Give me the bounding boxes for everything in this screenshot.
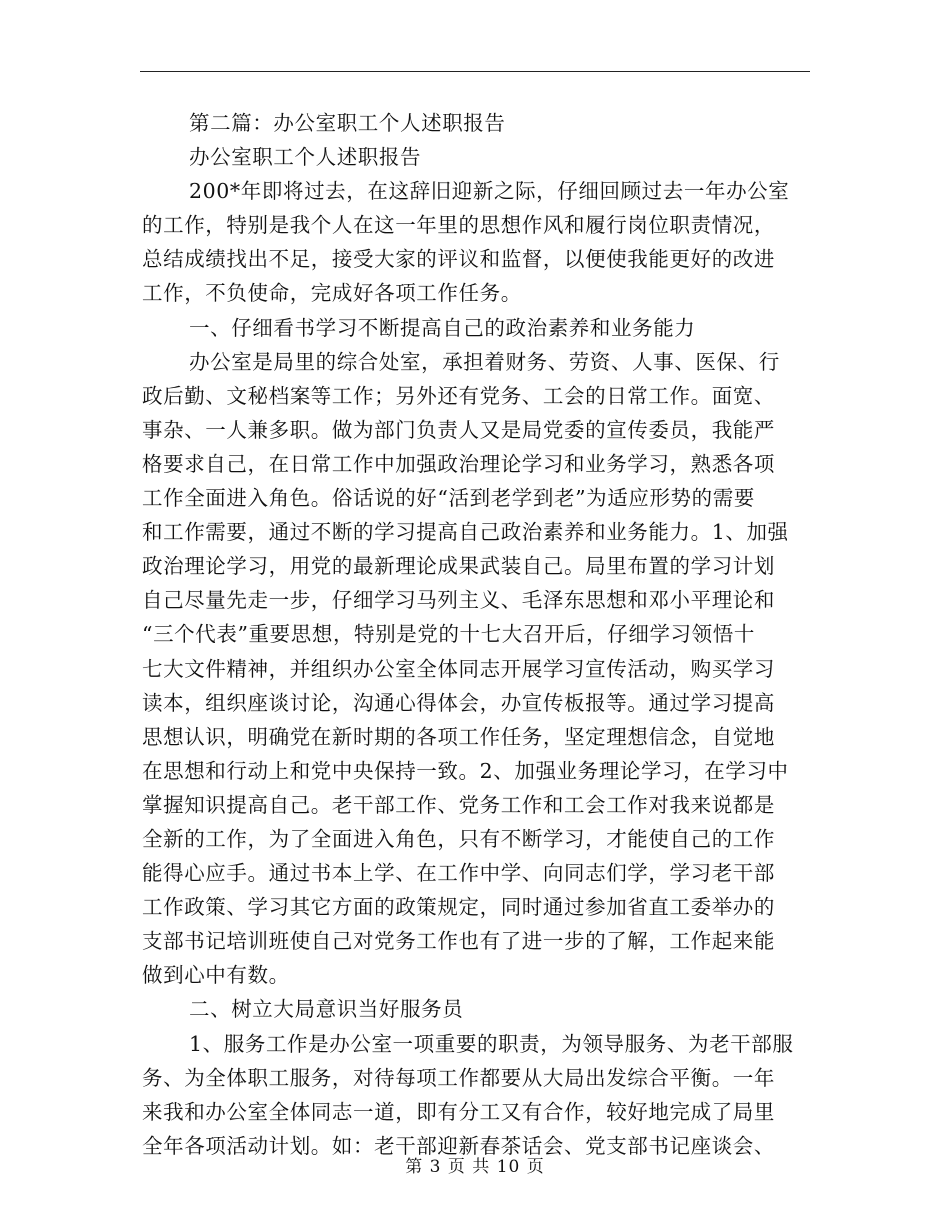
doc-line: 总结成绩找出不足，接受大家的评议和监督，以便使我能更好的改进: [142, 247, 775, 272]
doc-line: 政治理论学习，用党的最新理论成果武装自己。局里布置的学习计划: [142, 554, 775, 579]
doc-line: 格要求自己，在日常工作中加强政治理论学习和业务学习，熟悉各项: [142, 451, 775, 476]
doc-line: 工作政策、学习其它方面的政策规定，同时通过参加省直工委举办的: [142, 895, 775, 920]
doc-line: 第二篇：办公室职工个人述职报告: [189, 111, 506, 135]
doc-line: 和工作需要，通过不断的学习提高自己政治素养和业务能力。1、加强: [142, 520, 789, 545]
doc-line: “三个代表”重要思想，特别是党的十七大召开后，仔细学习领悟十: [142, 622, 755, 647]
doc-line: 做到心中有数。: [142, 963, 290, 988]
doc-line: 办公室职工个人述职报告: [189, 145, 422, 170]
doc-line: 七大文件精神，并组织办公室全体同志开展学习宣传活动，购买学习: [142, 656, 775, 681]
doc-line: 工作，不负使命，完成好各项工作任务。: [142, 281, 522, 306]
doc-line: 自己尽量先走一步，仔细学习马列主义、毛泽东思想和邓小平理论和: [142, 588, 775, 613]
doc-line: 来我和办公室全体同志一道，即有分工又有合作，较好地完成了局里: [142, 1099, 775, 1124]
doc-line: 的工作，特别是我个人在这一年里的思想作风和履行岗位职责情况，: [142, 213, 775, 238]
doc-line: 掌握知识提高自己。老干部工作、党务工作和工会工作对我来说都是: [142, 792, 775, 817]
doc-line: 读本，组织座谈讨论，沟通心得体会，办宣传板报等。通过学习提高: [142, 690, 775, 715]
doc-line: 200*年即将过去，在这辞旧迎新之际，仔细回顾过去一年办公室: [189, 179, 790, 204]
doc-line: 事杂、一人兼多职。做为部门负责人又是局党委的宣传委员，我能严: [142, 417, 775, 442]
doc-line: 全年各项活动计划。如：老干部迎新春茶话会、党支部书记座谈会、: [142, 1133, 775, 1158]
header-rule: [140, 71, 810, 72]
doc-line: 思想认识，明确党在新时期的各项工作任务，坚定理想信念，自觉地: [142, 724, 775, 749]
doc-line: 二、树立大局意识当好服务员: [189, 997, 464, 1022]
doc-line: 工作全面进入角色。俗话说的好“活到老学到老”为适应形势的需要: [142, 486, 755, 511]
doc-line: 办公室是局里的综合处室，承担着财务、劳资、人事、医保、行: [189, 349, 780, 374]
doc-line: 能得心应手。通过书本上学、在工作中学、向同志们学，学习老干部: [142, 861, 775, 886]
doc-line: 支部书记培训班使自己对党务工作也有了进一步的了解，工作起来能: [142, 929, 775, 954]
doc-line: 政后勤、文秘档案等工作；另外还有党务、工会的日常工作。面宽、: [142, 383, 775, 408]
doc-line: 在思想和行动上和党中央保持一致。2、加强业务理论学习，在学习中: [142, 758, 789, 783]
doc-line: 一、仔细看书学习不断提高自己的政治素养和业务能力: [189, 315, 696, 340]
document-body: [142, 106, 812, 1163]
doc-line: 全新的工作，为了全面进入角色，只有不断学习，才能使自己的工作: [142, 826, 775, 851]
doc-line: 1、服务工作是办公室一项重要的职责，为领导服务、为老干部服: [189, 1031, 794, 1056]
doc-line: 务、为全体职工服务，对待每项工作都要从大局出发综合平衡。一年: [142, 1065, 775, 1090]
page-number: 第 3 页 共 10 页: [405, 1157, 545, 1177]
